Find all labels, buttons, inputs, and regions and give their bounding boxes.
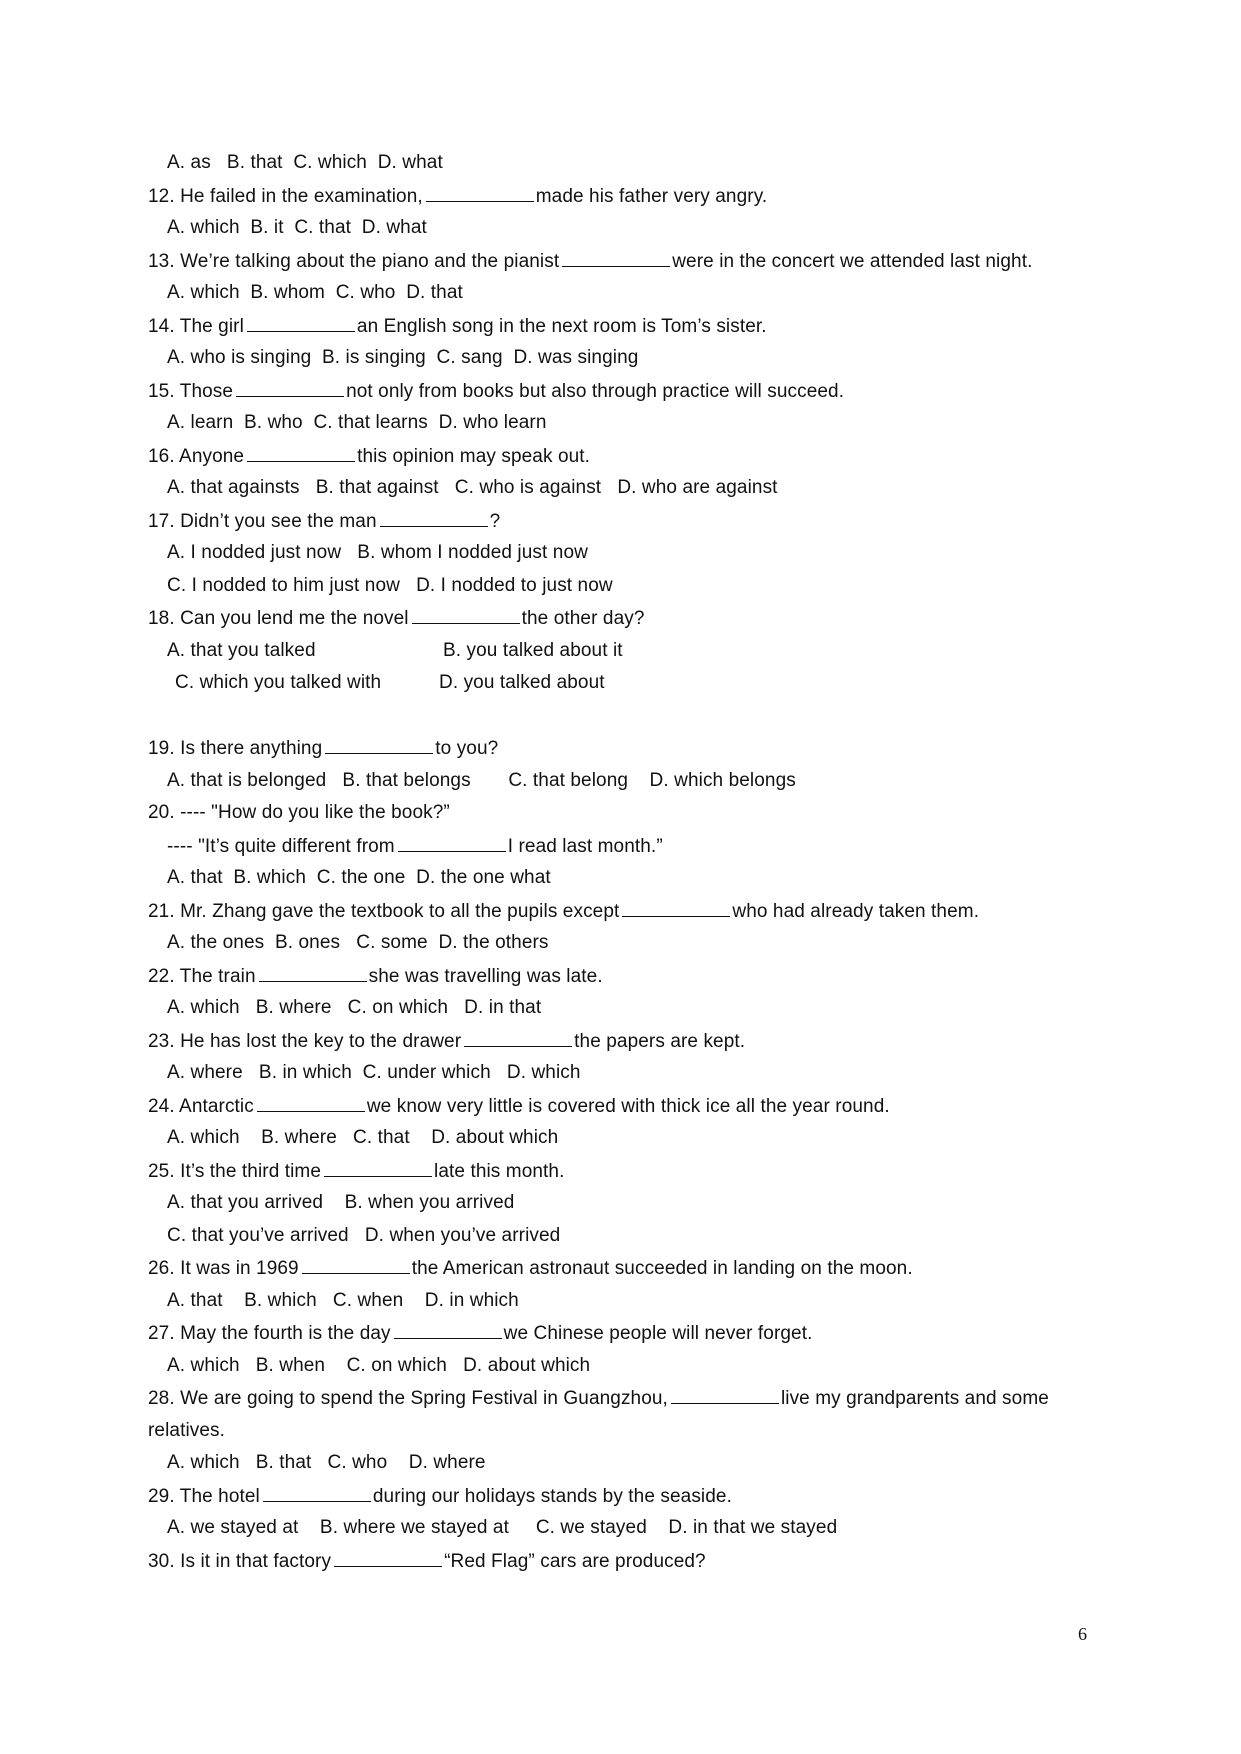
question-17-options-1: A. I nodded just now B. whom I nodded just now xyxy=(167,542,588,563)
question-17: 17. Didn’t you see the man ? xyxy=(148,511,501,532)
question-25: 25. It’s the third time late this month. xyxy=(148,1161,565,1182)
question-19: 19. Is there anything to you? xyxy=(148,738,499,759)
answer-blank xyxy=(334,1549,442,1567)
question-12-options: A. which B. it C. that D. what xyxy=(167,217,427,238)
question-26: 26. It was in 1969 the American astronaut succeeded in landing on the moon. xyxy=(148,1258,913,1279)
answer-blank xyxy=(302,1256,410,1274)
question-15-options: A. learn B. who C. that learns D. who learn xyxy=(167,412,547,433)
answer-blank xyxy=(263,1484,371,1502)
answer-blank xyxy=(259,964,367,982)
question-20: 20. ---- "How do you like the book?” xyxy=(148,802,450,823)
question-16-options: A. that againsts B. that against C. who is against D. who are against xyxy=(167,477,778,498)
answer-blank xyxy=(426,184,534,202)
question-21-options: A. the ones B. ones C. some D. the others xyxy=(167,932,549,953)
answer-blank xyxy=(622,899,730,917)
question-15: 15. Those not only from books but also through practice will succeed. xyxy=(148,381,845,402)
answer-blank xyxy=(412,606,520,624)
question-13: 13. We’re talking about the piano and the pianist were in the concert we attended last night. xyxy=(148,251,1033,272)
answer-blank xyxy=(464,1029,572,1047)
question-30: 30. Is it in that factory “Red Flag” cars are produced? xyxy=(148,1551,706,1572)
question-21: 21. Mr. Zhang gave the textbook to all the pupils except who had already taken them. xyxy=(148,901,980,922)
answer-blank xyxy=(325,736,433,754)
question-28-continued: relatives. xyxy=(148,1420,226,1441)
question-28: 28. We are going to spend the Spring Festival in Guangzhou, live my grandparents and some xyxy=(148,1388,1049,1409)
question-24: 24. Antarctic we know very little is covered with thick ice all the year round. xyxy=(148,1096,890,1117)
question-29: 29. The hotel during our holidays stands by the seaside. xyxy=(148,1486,732,1507)
question-25-options-1: A. that you arrived B. when you arrived xyxy=(167,1192,515,1213)
question-18-option-a: A. that you talked xyxy=(167,640,316,661)
question-22-options: A. which B. where C. on which D. in that xyxy=(167,997,542,1018)
answer-blank xyxy=(324,1159,432,1177)
question-18-option-b: B. you talked about it xyxy=(443,640,623,661)
question-13-options: A. which B. whom C. who D. that xyxy=(167,282,463,303)
answer-blank xyxy=(247,314,355,332)
question-14: 14. The girl an English song in the next room is Tom’s sister. xyxy=(148,316,767,337)
question-18: 18. Can you lend me the novel the other day? xyxy=(148,608,645,629)
question-27-options: A. which B. when C. on which D. about which xyxy=(167,1355,591,1376)
question-12: 12. He failed in the examination, made his father very angry. xyxy=(148,186,768,207)
question-19-options: A. that is belonged B. that belongs C. that belong D. which belongs xyxy=(167,770,796,791)
question-23: 23. He has lost the key to the drawer the papers are kept. xyxy=(148,1031,746,1052)
answer-blank xyxy=(671,1386,779,1404)
question-27: 27. May the fourth is the day we Chinese people will never forget. xyxy=(148,1323,813,1344)
answer-blank xyxy=(236,379,344,397)
question-23-options: A. where B. in which C. under which D. which xyxy=(167,1062,581,1083)
question-24-options: A. which B. where C. that D. about which xyxy=(167,1127,559,1148)
question-16: 16. Anyone this opinion may speak out. xyxy=(148,446,591,467)
answer-blank xyxy=(247,444,355,462)
question-29-options: A. we stayed at B. where we stayed at C. we stayed D. in that we stayed xyxy=(167,1517,838,1538)
answer-blank xyxy=(394,1321,502,1339)
question-26-options: A. that B. which C. when D. in which xyxy=(167,1290,519,1311)
answer-blank xyxy=(257,1094,365,1112)
question-22: 22. The train she was travelling was late. xyxy=(148,966,603,987)
question-14-options: A. who is singing B. is singing C. sang D. was singing xyxy=(167,347,639,368)
answer-blank xyxy=(398,834,506,852)
question-18-option-d: D. you talked about xyxy=(439,672,605,693)
question-18-option-c: C. which you talked with xyxy=(175,672,382,693)
question-20-options: A. that B. which C. the one D. the one what xyxy=(167,867,551,888)
answer-blank xyxy=(562,249,670,267)
question-20-reply: ---- "It’s quite different from I read last month.” xyxy=(167,836,663,857)
question-28-options: A. which B. that C. who D. where xyxy=(167,1452,486,1473)
question-25-options-2: C. that you’ve arrived D. when you’ve arrived xyxy=(167,1225,561,1246)
page-number: 6 xyxy=(1078,1624,1087,1644)
answer-blank xyxy=(380,509,488,527)
question-17-options-2: C. I nodded to him just now D. I nodded to just now xyxy=(167,575,613,596)
q11-options: A. as B. that C. which D. what xyxy=(167,152,443,173)
